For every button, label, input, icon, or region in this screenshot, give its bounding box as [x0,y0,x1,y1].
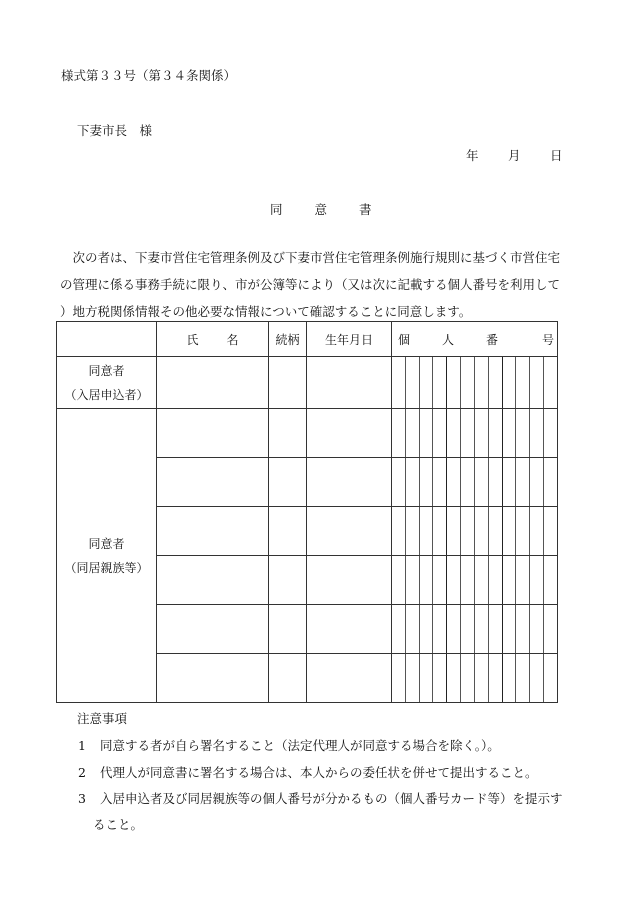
digit-box[interactable] [488,357,502,408]
digit-box[interactable] [432,507,446,555]
digit-box[interactable] [488,507,502,555]
applicant-birthdate-field[interactable] [307,357,392,409]
statement-line-1: 次の者は、下妻市営住宅管理条例及び下妻市営住宅管理条例施行規則に基づく市営住宅 [60,250,561,265]
digit-box[interactable] [460,507,474,555]
digit-box[interactable] [405,654,419,702]
digit-box[interactable] [529,409,543,457]
digit-box[interactable] [460,654,474,702]
digit-box[interactable] [529,507,543,555]
digit-box[interactable] [405,556,419,604]
digit-box[interactable] [488,409,502,457]
digit-box[interactable] [405,357,419,408]
digit-box[interactable] [543,409,557,457]
family-relation-field[interactable] [269,507,307,556]
consent-table [56,321,558,703]
digit-box[interactable] [515,605,529,653]
family-birthdate-field[interactable] [307,605,392,654]
digit-box[interactable] [446,409,460,457]
digit-box[interactable] [502,409,516,457]
family-personal-number-field[interactable] [392,605,558,654]
digit-box[interactable] [460,357,474,408]
family-birthdate-field[interactable] [307,654,392,703]
digit-box[interactable] [488,654,502,702]
applicant-label: 同意者 [88,363,125,378]
digit-box[interactable] [432,409,446,457]
family-personal-number-field[interactable] [392,409,558,458]
digit-box[interactable] [488,556,502,604]
digit-box[interactable] [432,458,446,506]
family-birthdate-field[interactable] [307,458,392,507]
digit-box[interactable] [543,654,557,702]
digit-box[interactable] [502,556,516,604]
digit-box[interactable] [446,458,460,506]
applicant-row [57,357,558,409]
digit-box[interactable] [515,556,529,604]
digit-box[interactable] [446,556,460,604]
family-name-field[interactable] [157,458,269,507]
digit-box[interactable] [474,507,488,555]
table-header-row [57,322,558,357]
digit-box[interactable] [405,507,419,555]
header-relation: 続柄 [269,322,307,357]
digit-box[interactable] [502,458,516,506]
note-item-3-continued: ること。 [93,817,144,832]
header-personal-number: 個 人 番 号 [392,322,558,357]
family-name-field[interactable] [157,507,269,556]
digit-box[interactable] [543,458,557,506]
digit-box[interactable] [502,507,516,555]
family-relation-field[interactable] [269,654,307,703]
applicant-relation-field[interactable] [269,357,307,409]
digit-box[interactable] [515,507,529,555]
digit-box[interactable] [419,409,433,457]
note-item-3: 3 入居申込者及び同居親族等の個人番号が分かるもの（個人番号カード等）を提示す [78,791,563,806]
digit-box[interactable] [460,605,474,653]
digit-box[interactable] [392,507,405,555]
header-name: 氏 名 [157,322,269,357]
digit-box[interactable] [446,357,460,408]
digit-box[interactable] [392,605,405,653]
family-relation-field[interactable] [269,556,307,605]
digit-box[interactable] [515,357,529,408]
digit-box[interactable] [529,357,543,408]
digit-box[interactable] [488,458,502,506]
digit-box[interactable] [432,654,446,702]
digit-box[interactable] [432,605,446,653]
digit-box[interactable] [405,458,419,506]
digit-box[interactable] [502,605,516,653]
digit-box[interactable] [529,458,543,506]
applicant-label-cell [57,357,157,409]
digit-box[interactable] [419,357,433,408]
note-item-1: 1 同意する者が自ら署名すること（法定代理人が同意する場合を除く。）。 [78,738,500,753]
digit-box[interactable] [432,556,446,604]
notes-heading: 注意事項 [77,711,128,726]
title-char-2: 意 [314,202,328,217]
digit-box[interactable] [515,458,529,506]
digit-box[interactable] [460,556,474,604]
statement-line-3: ）地方税関係情報その他必要な情報について確認することに同意します。 [60,304,472,319]
digit-box[interactable] [419,605,433,653]
digit-box[interactable] [529,605,543,653]
digit-box[interactable] [419,458,433,506]
digit-box[interactable] [392,357,405,408]
digit-box[interactable] [543,605,557,653]
title-char-1: 同 [270,202,283,217]
date-line [466,146,562,164]
family-personal-number-field[interactable] [392,556,558,605]
family-personal-number-field[interactable] [392,458,558,507]
family-label: 同意者 [88,536,125,551]
digit-box[interactable] [543,507,557,555]
digit-box[interactable] [419,654,433,702]
digit-box[interactable] [529,556,543,604]
applicant-name-field[interactable] [157,357,269,409]
family-birthdate-field[interactable] [307,507,392,556]
date-day-label: 日 [549,148,563,163]
title-char-3: 書 [359,202,372,217]
digit-box[interactable] [474,357,488,408]
digit-box[interactable] [419,556,433,604]
family-relation-field[interactable] [269,458,307,507]
digit-box[interactable] [405,605,419,653]
statement-line-2: の管理に係る事務手続に限り、市が公簿等により（又は次に記載する個人番号を利用して [60,277,561,292]
digit-box[interactable] [405,409,419,457]
digit-box[interactable] [392,458,405,506]
family-birthdate-field[interactable] [307,556,392,605]
family-birthdate-field[interactable] [307,409,392,458]
family-personal-number-field[interactable] [392,654,558,703]
family-personal-number-field[interactable] [392,507,558,556]
digit-box[interactable] [515,409,529,457]
digit-box[interactable] [488,605,502,653]
family-row [57,409,558,458]
digit-box[interactable] [515,654,529,702]
digit-box[interactable] [474,605,488,653]
family-name-field[interactable] [157,409,269,458]
digit-box[interactable] [502,654,516,702]
digit-box[interactable] [543,357,557,408]
header-blank-cell [57,322,157,357]
note-item-2: 2 代理人が同意書に署名する場合は、本人からの委任状を併せて提出すること。 [78,765,538,780]
document-title [270,200,372,218]
digit-box[interactable] [543,556,557,604]
form-number: 様式第３３号（第３４条関係） [61,68,237,83]
digit-box[interactable] [460,409,474,457]
applicant-sublabel: （入居申込者） [64,387,149,402]
digit-box[interactable] [392,654,405,702]
digit-box[interactable] [446,654,460,702]
digit-box[interactable] [502,357,516,408]
family-label-cell [57,409,157,703]
digit-box[interactable] [529,654,543,702]
family-name-field[interactable] [157,654,269,703]
digit-box[interactable] [446,605,460,653]
header-birthdate: 生年月日 [307,322,392,357]
family-name-field[interactable] [157,556,269,605]
digit-box[interactable] [446,507,460,555]
date-month-label: 月 [507,148,521,163]
family-name-field[interactable] [157,605,269,654]
date-year-label: 年 [466,148,479,163]
applicant-personal-number-field[interactable] [392,357,558,409]
consent-statement [60,244,580,325]
digit-box[interactable] [392,409,405,457]
digit-box[interactable] [474,556,488,604]
digit-box[interactable] [474,409,488,457]
digit-box[interactable] [392,556,405,604]
family-sublabel: （同居親族等） [64,560,149,575]
family-relation-field[interactable] [269,605,307,654]
family-relation-field[interactable] [269,409,307,458]
digit-box[interactable] [432,357,446,408]
addressee: 下妻市長 様 [77,123,153,138]
digit-box[interactable] [460,458,474,506]
digit-box[interactable] [419,507,433,555]
digit-box[interactable] [474,654,488,702]
digit-box[interactable] [474,458,488,506]
